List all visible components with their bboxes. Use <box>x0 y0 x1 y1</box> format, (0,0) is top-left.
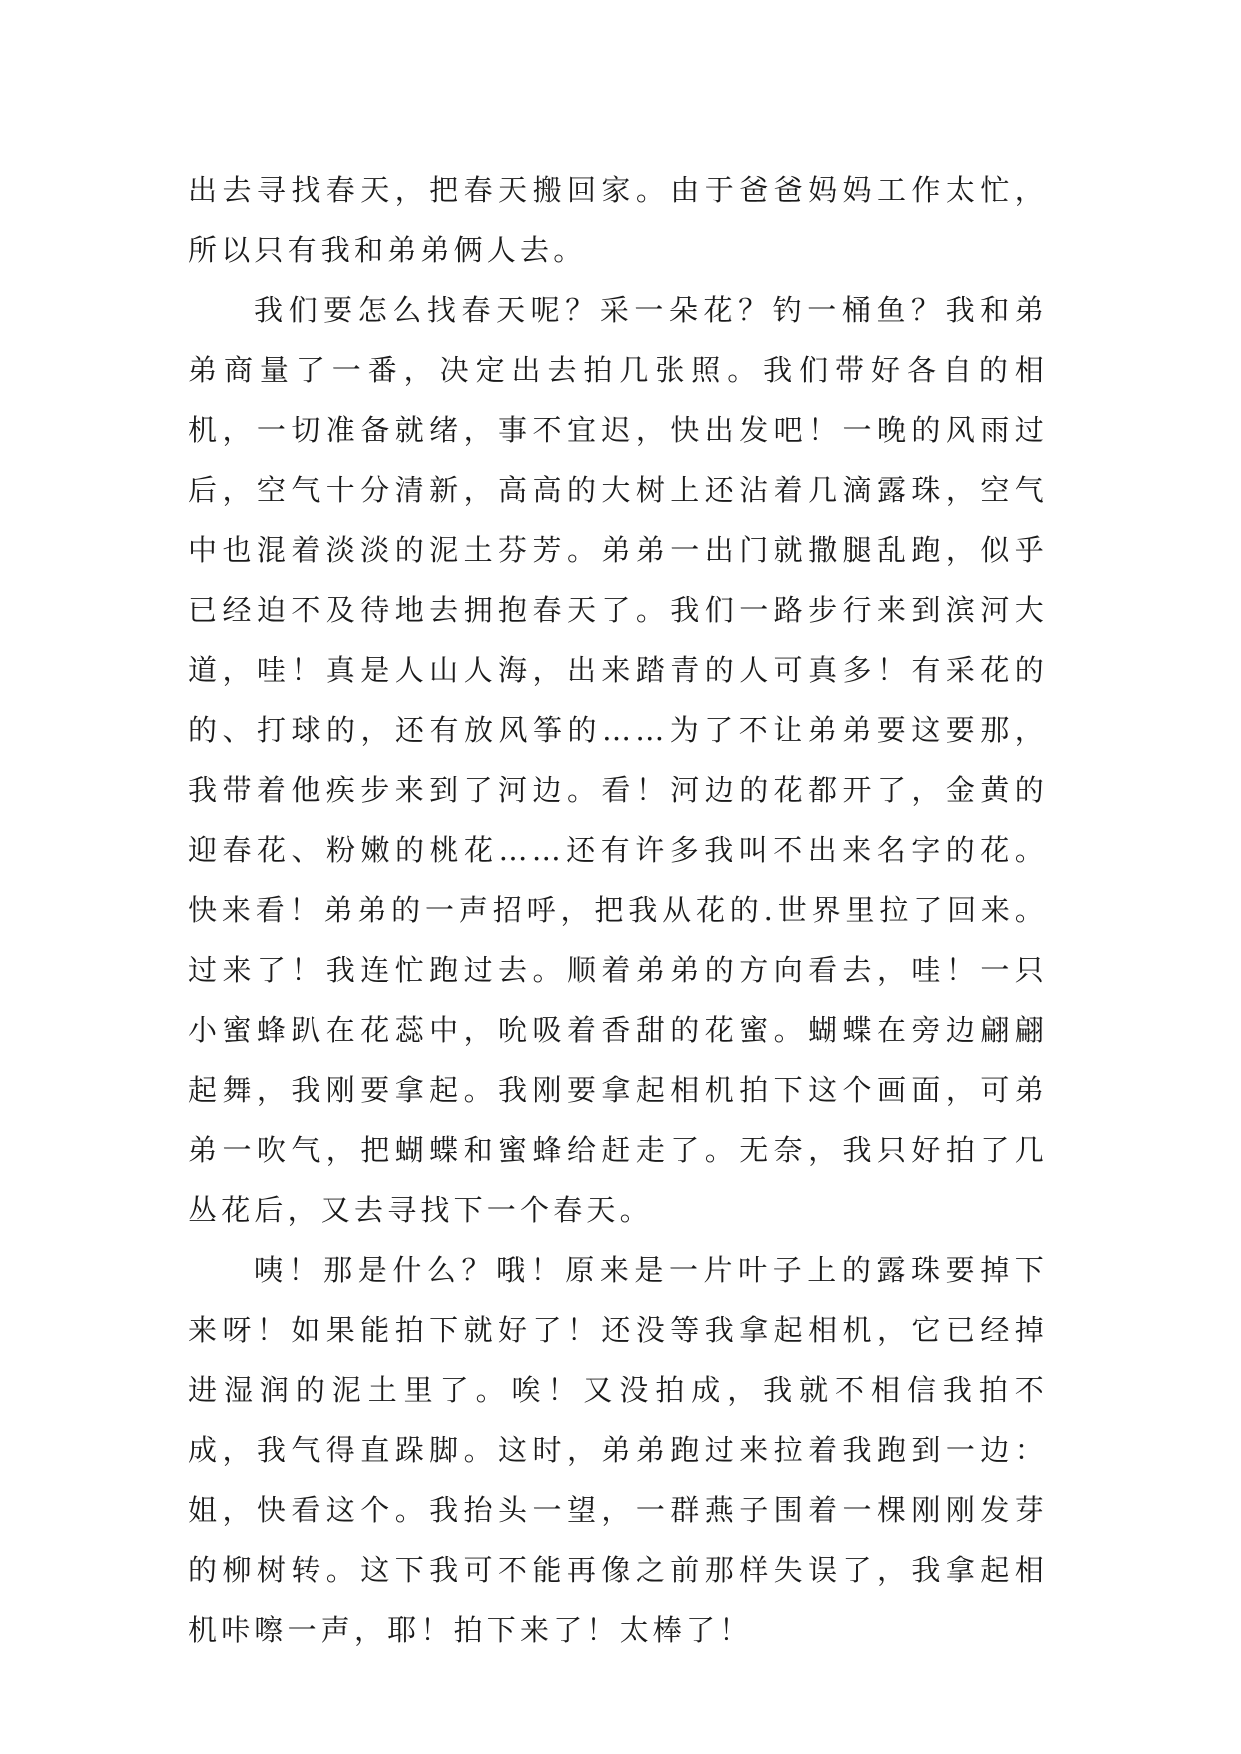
paragraph-dewdrop-swallows: 咦！那是什么？哦！原来是一片叶子上的露珠要掉下来呀！如果能拍下就好了！还没等我拿起相机，它已经掉进湿润的泥土里了。唉！又没拍成，我就不相信我拍不成，我气得直跺脚。这时，弟弟跑过来拉着我跑到一边：姐，快看这个。我抬头一望，一群燕子围着一棵刚刚发芽的柳树转。这下我可不能再像之前那样失误了，我拿起相机咔嚓一声，耶！拍下来了！太棒了！ <box>188 1253 1048 1647</box>
paragraph-searching-spring: 我们要怎么找春天呢？采一朵花？钓一桶鱼？我和弟弟商量了一番，决定出去拍几张照。我们带好各自的相机，一切准备就绪，事不宜迟，快出发吧！一晚的风雨过后，空气十分清新，高高的大树上还沾着几滴露珠，空气中也混着淡淡的泥土芬芳。弟弟一出门就撒腿乱跑，似乎已经迫不及待地去拥抱春天了。我们一路步行来到滨河大道，哇！真是人山人海，出来踏青的人可真多！有采花的的、打球的，还有放风筝的……为了不让弟弟要这要那，我带着他疾步来到了河边。看！河边的花都开了，金黄的迎春花、粉嫩的桃花……还有许多我叫不出来名字的花。快来看！弟弟的一声招呼，把我从花的.世界里拉了回来。过来了！我连忙跑过去。顺着弟弟的方向看去，哇！一只小蜜蜂趴在花蕊中，吮吸着香甜的花蜜。蝴蝶在旁边翩翩起舞，我刚要拿起。我刚要拿起相机拍下这个画面，可弟弟一吹气，把蝴蝶和蜜蜂给赶走了。无奈，我只好拍了几丛花后，又去寻找下一个春天。 <box>188 293 1048 1227</box>
document-page <box>188 160 1048 1660</box>
paragraph-continued: 出去寻找春天，把春天搬回家。由于爸爸妈妈工作太忙，所以只有我和弟弟俩人去。 <box>188 173 1048 267</box>
